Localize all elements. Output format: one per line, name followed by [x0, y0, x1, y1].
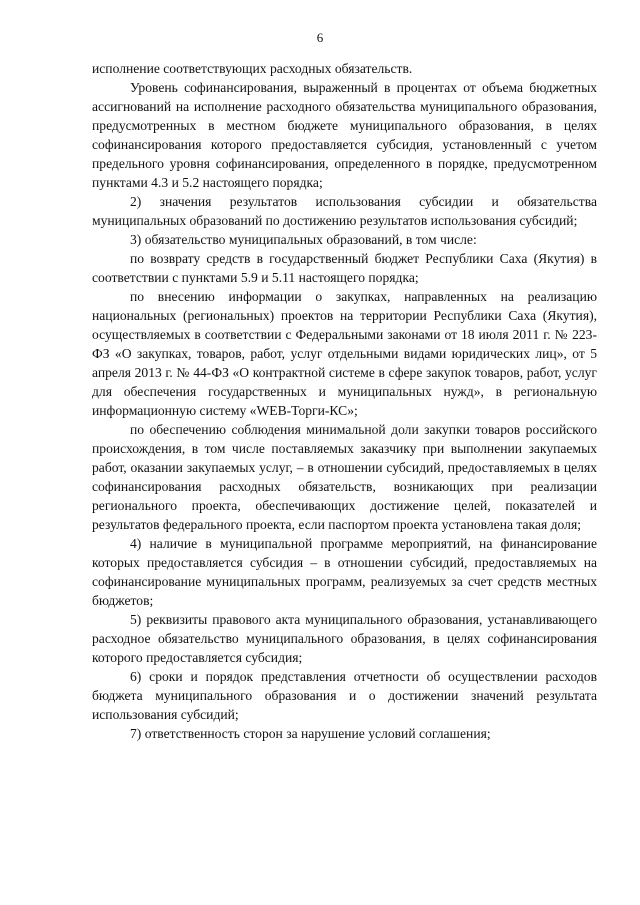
paragraph-continuation: исполнение соответствующих расходных обязательств. [92, 61, 413, 76]
paragraph-item-4: 4) наличие в муниципальной программе мероприятий, на финансирование которых предоставляется субсидия – в отношении субсидий, предоставляемых на софинансирование муниципальных программ, реализуемых за счет средств местных бюджетов; [92, 536, 597, 608]
paragraph-item-3: 3) обязательство муниципальных образований, в том числе: [130, 232, 477, 247]
paragraph-item-2: 2) значения результатов использования субсидии и обязательства муниципальных образований по достижению результатов использования субсидий; [92, 194, 597, 228]
paragraph-item-6: 6) сроки и порядок представления отчетности об осуществлении расходов бюджета муниципального образования и о достижении значений результата использования субсидий; [92, 669, 597, 722]
paragraph-cofinancing-level: Уровень софинансирования, выраженный в процентах от объема бюджетных ассигнований на исполнение расходного обязательства муниципального образования, предусмотренных в местном бюджете муниципального образования, в целях софинансирования которого предоставляется субсидия, установленный с учетом предельного уровня софинансирования, определенного в порядке, предусмотренном пунктами 4.3 и 5.2 настоящего порядка; [92, 80, 597, 190]
paragraph-procurement-info: по внесению информации о закупках, направленных на реализацию национальных (региональных) проектов на территории Республики Саха (Якутия), осуществляемых в соответствии с Федеральными законами от 18 июля 2011 г. № 223-ФЗ «О закупках, товаров, работ, услуг отдельными видами юридических лиц», от 5 апреля 2013 г. № 44-ФЗ «О контрактной системе в сфере закупок товаров, работ, услуг для обеспечения государственных и муниципальных нужд», в региональную информационную систему «WEB-Торги-КС»; [92, 289, 597, 418]
paragraph-item-7: 7) ответственность сторон за нарушение условий соглашения; [130, 726, 491, 741]
page-number: 6 [316, 30, 324, 45]
paragraph-item-5: 5) реквизиты правового акта муниципального образования, устанавливающего расходное обязательство муниципального образования, в целях софинансирования которого предоставляется субсидия; [92, 612, 597, 665]
paragraph-refund: по возврату средств в государственный бюджет Республики Саха (Якутия) в соответствии с пунктами 5.9 и 5.11 настоящего порядка; [92, 251, 597, 285]
document-body [92, 59, 597, 743]
paragraph-russian-goods: по обеспечению соблюдения минимальной доли закупки товаров российского происхождения, в том числе поставляемых заказчику при выполнении закупаемых работ, оказании закупаемых услуг, – в отношении субсидий, предоставляемых в целях софинансирования расходных обязательств, возникающих при реализации регионального проекта, обеспечивающих достижение целей, показателей и результатов федерального проекта, если паспортом проекта установлена такая доля; [92, 422, 597, 532]
